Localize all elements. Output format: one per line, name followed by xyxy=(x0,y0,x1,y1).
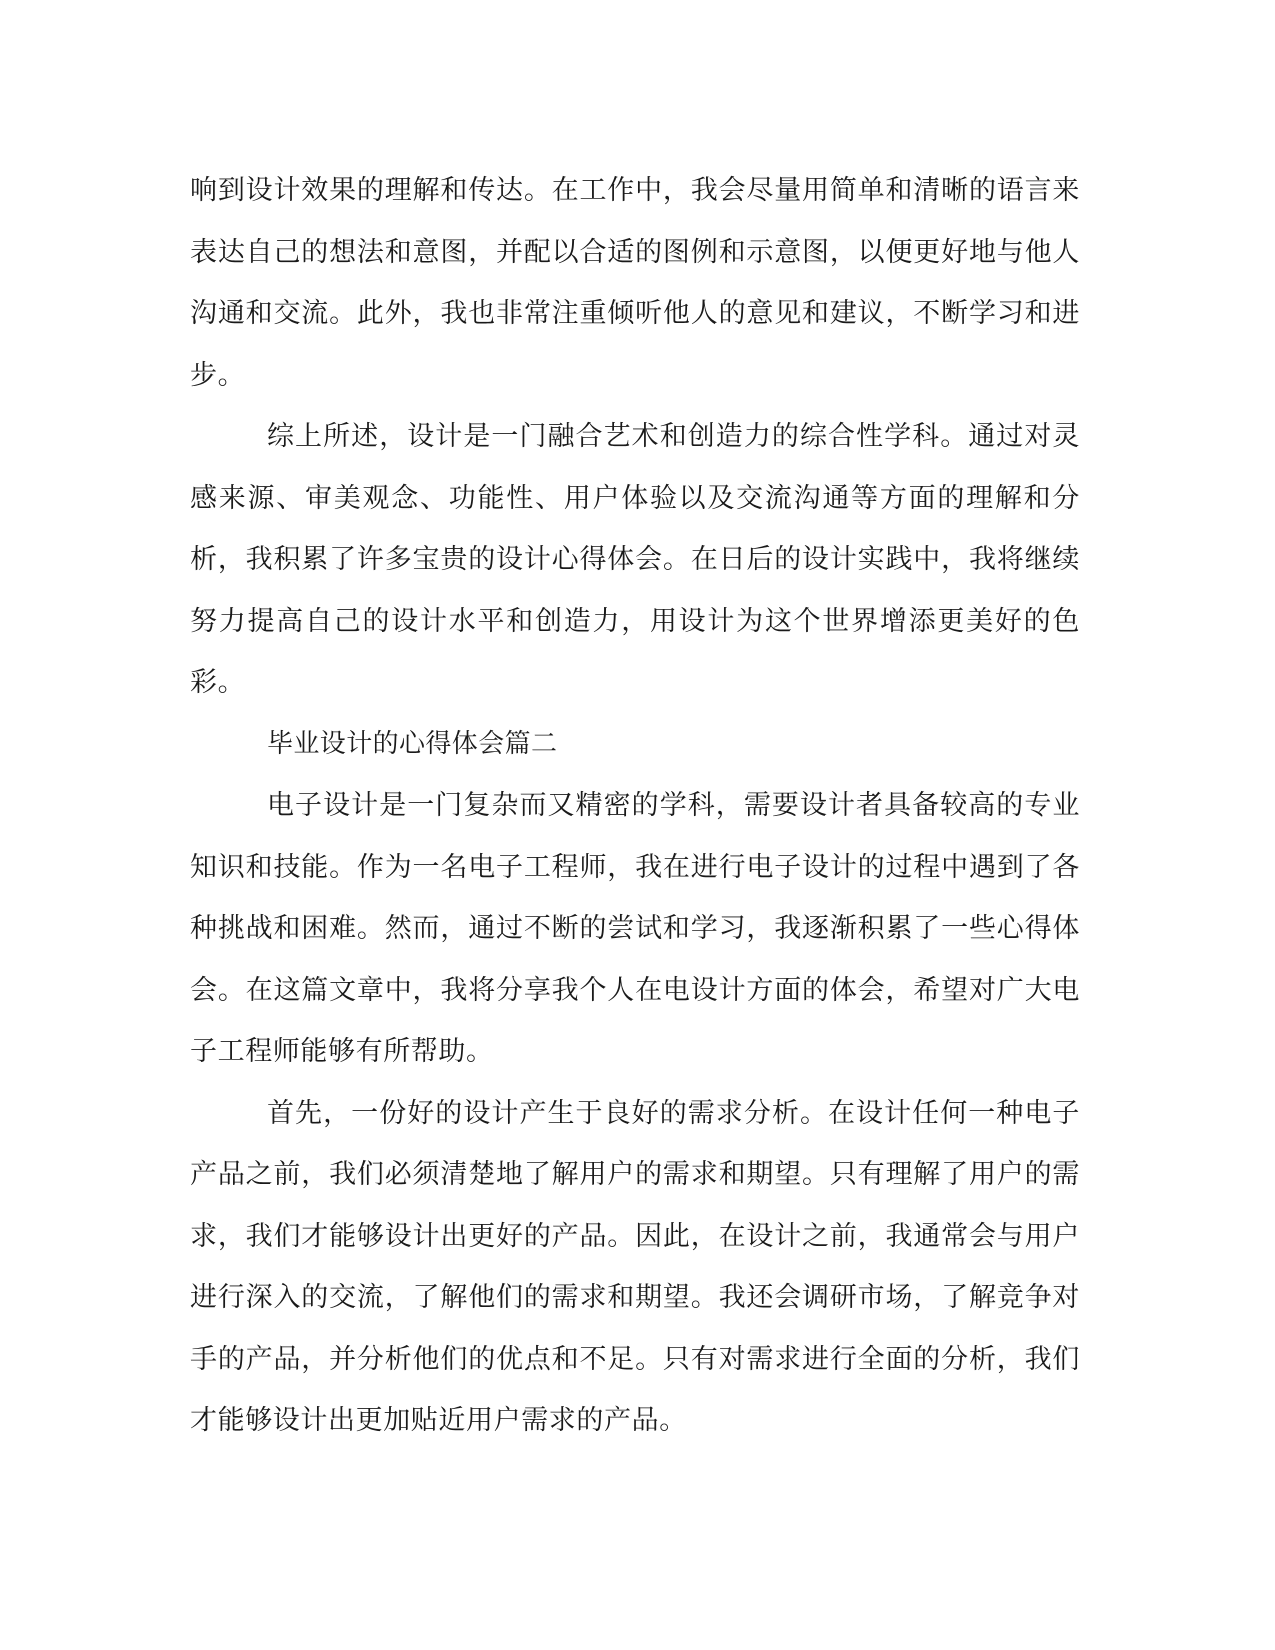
paragraph-requirement-analysis: 首先，一份好的设计产生于良好的需求分析。在设计任何一种电子产品之前，我们必须清楚地了解用户的需求和期望。只有理解了用户的需求，我们才能够设计出更好的产品。因此，在设计之前，我通常会与用户进行深入的交流，了解他们的需求和期望。我还会调研市场，了解竞争对手的产品，并分析他们的优点和不足。只有对需求进行全面的分析，我们才能够设计出更加贴近用户需求的产品。 xyxy=(190,1097,1080,1436)
paragraph-summary: 综上所述，设计是一门融合艺术和创造力的综合性学科。通过对灵感来源、审美观念、功能性、用户体验以及交流沟通等方面的理解和分析，我积累了许多宝贵的设计心得体会。在日后的设计实践中，我将继续努力提高自己的设计水平和创造力，用设计为这个世界增添更美好的色彩。 xyxy=(190,421,1080,698)
document-body xyxy=(190,160,1080,1452)
paragraph-intro-continuation: 响到设计效果的理解和传达。在工作中，我会尽量用简单和清晰的语言来表达自己的想法和意图，并配以合适的图例和示意图，以便更好地与他人沟通和交流。此外，我也非常注重倾听他人的意见和建议，不断学习和进步。 xyxy=(190,175,1080,391)
section-title: 毕业设计的心得体会篇二 xyxy=(267,728,558,759)
paragraph-electronic-design-intro: 电子设计是一门复杂而又精密的学科，需要设计者具备较高的专业知识和技能。作为一名电子工程师，我在进行电子设计的过程中遇到了各种挑战和困难。然而，通过不断的尝试和学习，我逐渐积累了一些心得体会。在这篇文章中，我将分享我个人在电设计方面的体会，希望对广大电子工程师能够有所帮助。 xyxy=(190,790,1080,1067)
